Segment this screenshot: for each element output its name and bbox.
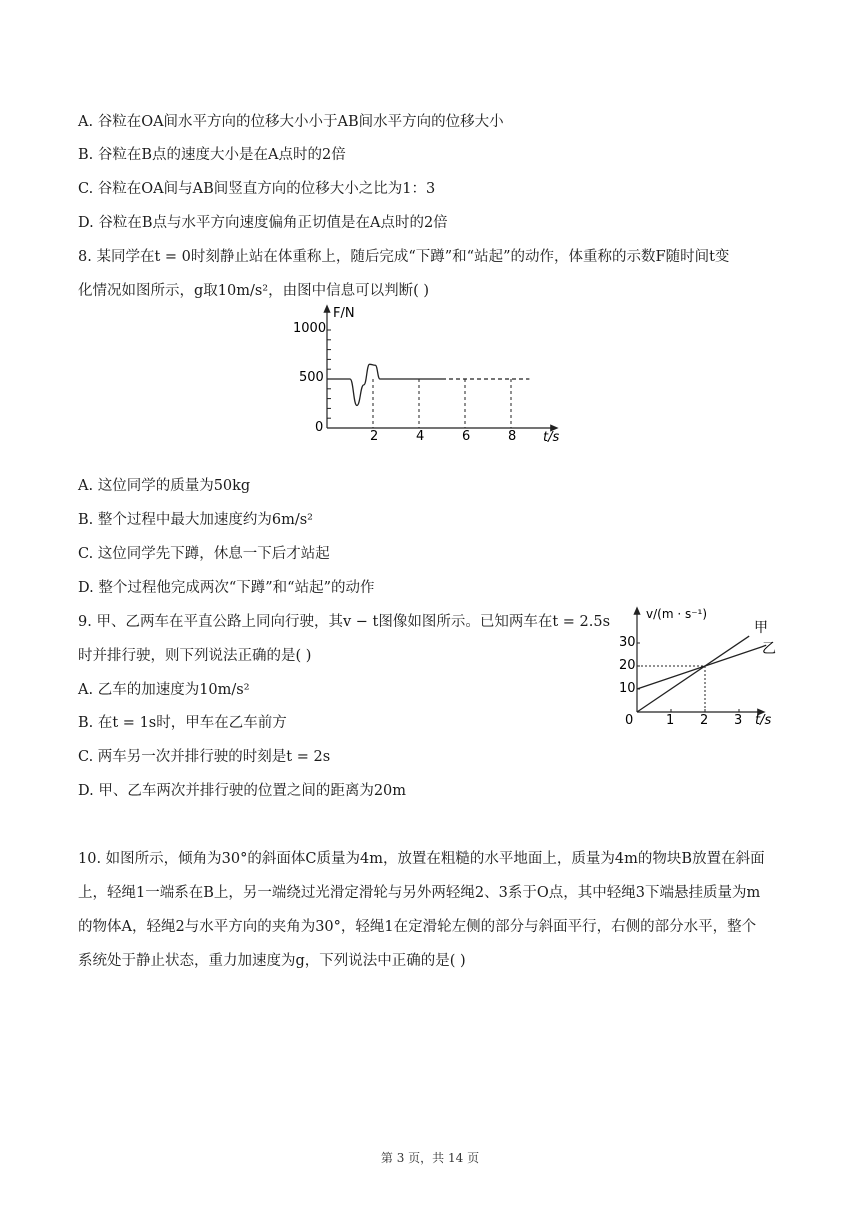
q8-xtick-2: 2 (370, 429, 379, 444)
q8-stem-line2: 化情况如图所示，g取10m/s²，由图中信息可以判断( ) (78, 283, 430, 299)
q10-line1: 10. 如图所示，倾角为30°的斜面体C质量为4m，放置在粗糙的水平地面上，质量为4m的物块B放置在斜面 (78, 851, 765, 867)
q8-x-label: t/s (543, 430, 560, 445)
q10-line2: 上，轻绳1一端系在B上，另一端绕过光滑定滑轮与另外两轻绳2、3系于O点，其中轻绳3下端悬挂质量为m (78, 885, 761, 901)
q8-xtick-8: 8 (508, 429, 517, 444)
q8-origin-label: 0 (315, 420, 324, 435)
q9-origin-label: 0 (625, 713, 634, 728)
q7-option-b: B. 谷粒在B点的速度大小是在A点时的2倍 (78, 147, 346, 163)
q9-line-jia (637, 636, 749, 712)
q9-stem-line1: 9. 甲、乙两车在平直公路上同向行驶，其v − t图像如图所示。已知两车在t = 2.5s (78, 614, 611, 630)
q9-xtick-1: 1 (666, 713, 675, 728)
q9-ytick-20: 20 (619, 658, 636, 673)
q7-option-c: C. 谷粒在OA间与AB间竖直方向的位移大小之比为1：3 (78, 181, 436, 197)
q7-option-d: D. 谷粒在B点与水平方向速度偏角正切值是在A点时的2倍 (78, 215, 448, 231)
q9-ytick-10: 10 (619, 681, 636, 696)
q9-option-d: D. 甲、乙车两次并排行驶的位置之间的距离为20m (78, 783, 407, 799)
q9-y-label: v/(m · s⁻¹) (646, 607, 708, 621)
q8-xtick-4: 4 (416, 429, 425, 444)
q9-label-yi: 乙 (762, 641, 776, 657)
q9-option-a: A. 乙车的加速度为10m/s² (78, 682, 250, 698)
q8-option-d: D. 整个过程他完成两次“下蹲”和“站起”的动作 (78, 580, 375, 596)
q8-ytick-1000: 1000 (293, 321, 327, 336)
q9-x-label: t/s (755, 713, 772, 728)
q8-force-curve (327, 364, 442, 405)
q10-line3: 的物体A，轻绳2与水平方向的夹角为30°，轻绳1在定滑轮左侧的部分与斜面平行，右侧的部分水平，整个 (78, 919, 757, 935)
q8-option-a: A. 这位同学的质量为50kg (78, 478, 251, 494)
q9-ytick-30: 30 (619, 635, 636, 650)
q8-option-b: B. 整个过程中最大加速度约为6m/s² (78, 512, 313, 528)
q8-force-time-graph (285, 300, 585, 450)
q9-xtick-3: 3 (734, 713, 743, 728)
q8-y-label: F/N (333, 306, 355, 321)
q8-xtick-6: 6 (462, 429, 471, 444)
q10-line4: 系统处于静止状态，重力加速度为g，下列说法中正确的是( ) (78, 953, 466, 969)
q9-option-c: C. 两车另一次并排行驶的时刻是t = 2s (78, 749, 331, 765)
q9-velocity-time-graph (612, 604, 792, 729)
q8-option-c: C. 这位同学先下蹲，休息一下后才站起 (78, 546, 330, 562)
q9-option-b: B. 在t = 1s时，甲车在乙车前方 (78, 715, 287, 731)
q9-line-yi (637, 645, 766, 689)
q8-stem-line1: 8. 某同学在t = 0时刻静止站在体重称上，随后完成“下蹲”和“站起”的动作，体重称的示数F随时间t变 (78, 249, 730, 265)
q9-stem-line2: 时并排行驶，则下列说法正确的是( ) (78, 648, 312, 664)
page-footer: 第 3 页，共 14 页 (380, 1151, 480, 1165)
q8-ytick-500: 500 (299, 370, 324, 385)
q9-label-jia: 甲 (754, 620, 768, 636)
q7-option-a: A. 谷粒在OA间水平方向的位移大小小于AB间水平方向的位移大小 (78, 114, 504, 130)
q9-xtick-2: 2 (700, 713, 709, 728)
